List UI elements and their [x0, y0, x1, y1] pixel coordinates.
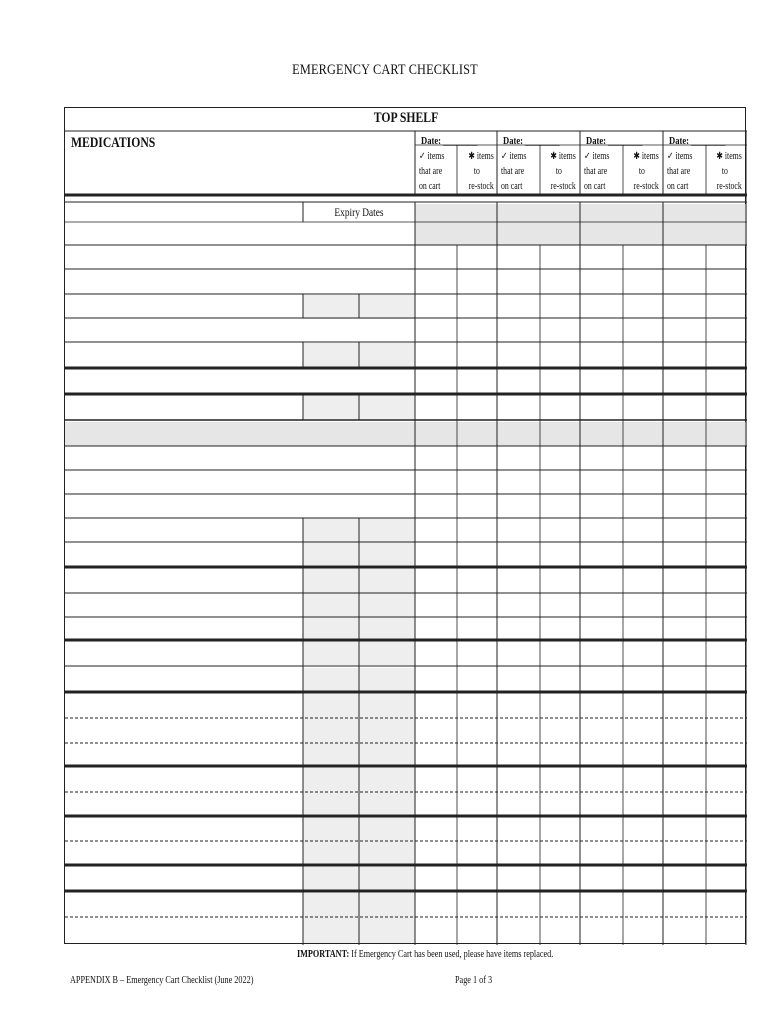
col-on-cart-text: that are: [667, 166, 691, 177]
col-restock-text: re-stock: [716, 181, 742, 192]
col-on-cart-text: that are: [584, 166, 608, 177]
col-on-cart-text: that are: [419, 166, 443, 177]
important-note: [297, 949, 553, 960]
col-restock-text: to: [638, 166, 645, 177]
col-on-cart-text: on cart: [584, 181, 606, 192]
date-label[interactable]: Date: ________: [586, 135, 643, 147]
col-on-cart-text: ✓ items: [667, 151, 693, 162]
expiry-dates-label: Expiry Dates: [334, 205, 384, 219]
col-on-cart-text: that are: [501, 166, 525, 177]
important-text: If Emergency Cart has been used, please have items replaced.: [349, 949, 554, 960]
date-label[interactable]: Date: ________: [421, 135, 478, 147]
col-restock-text: re-stock: [468, 181, 494, 192]
col-restock-text: to: [721, 166, 728, 177]
page-number: Page 1 of 3: [455, 975, 493, 986]
col-on-cart-text: ✓ items: [501, 151, 527, 162]
col-restock-text: ✱ items: [633, 151, 659, 162]
section-label: MEDICATIONS: [71, 135, 156, 151]
section-divider-shade: [65, 422, 747, 446]
col-restock-text: ✱ items: [716, 151, 742, 162]
checklist-table: [64, 107, 746, 944]
col-restock-text: to: [555, 166, 562, 177]
table-grid: [65, 108, 747, 945]
col-on-cart-text: ✓ items: [419, 151, 445, 162]
appendix-label: APPENDIX B – Emergency Cart Checklist (June 2022): [70, 975, 254, 986]
date-label[interactable]: Date: ________: [669, 135, 726, 147]
expiry-header-shade: [415, 204, 747, 245]
col-on-cart-text: ✓ items: [584, 151, 610, 162]
col-on-cart-text: on cart: [419, 181, 441, 192]
shelf-heading: TOP SHELF: [373, 110, 439, 126]
important-label: IMPORTANT:: [297, 949, 350, 960]
col-on-cart-text: on cart: [667, 181, 689, 192]
col-restock-text: ✱ items: [550, 151, 576, 162]
col-restock-text: to: [473, 166, 480, 177]
date-label[interactable]: Date: ________: [503, 135, 560, 147]
col-restock-text: ✱ items: [468, 151, 494, 162]
document-title: EMERGENCY CART CHECKLIST: [292, 62, 478, 78]
col-on-cart-text: on cart: [501, 181, 523, 192]
col-restock-text: re-stock: [633, 181, 659, 192]
col-restock-text: re-stock: [550, 181, 576, 192]
